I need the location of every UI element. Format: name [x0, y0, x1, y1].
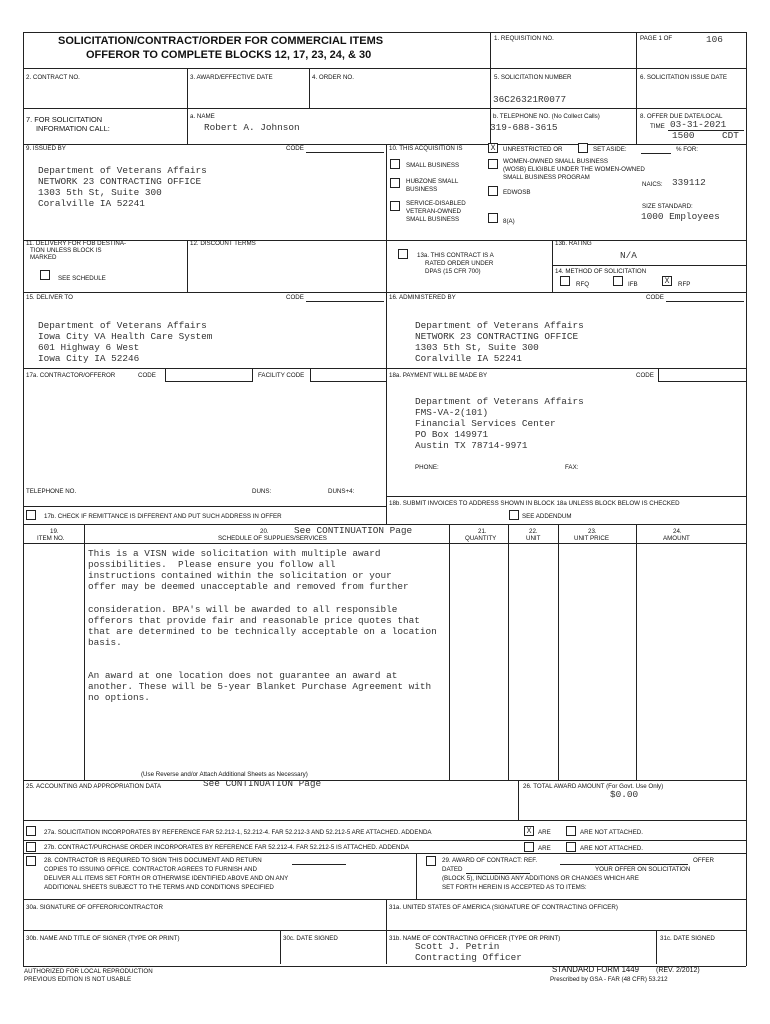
- col24-number: 24.: [673, 528, 682, 535]
- divider: [292, 864, 346, 865]
- 30a-label: 30a. SIGNATURE OF OFFEROR/CONTRACTOR: [26, 904, 163, 911]
- hubzone-checkbox[interactable]: [390, 178, 400, 188]
- facility-code-box[interactable]: [310, 368, 386, 382]
- 27b-are-not-label: ARE NOT ATTACHED.: [580, 845, 643, 852]
- reverse-note: (Use Reverse and/or Attach Additional Sheets as Necessary): [141, 771, 308, 778]
- delivery-label-3: MARKED: [30, 254, 57, 261]
- submit-invoices-label: 18b. SUBMIT INVOICES TO ADDRESS SHOWN IN BLOCK 18a UNLESS BLOCK BELOW IS CHECKED: [389, 500, 680, 507]
- eight-a-label: 8(A): [503, 218, 515, 225]
- sdvosb-label-2: VETERAN-OWNED: [406, 208, 462, 215]
- acquisition-label: 10. THIS ACQUISITION IS: [389, 145, 463, 152]
- duns-label: DUNS:: [252, 488, 272, 495]
- payment-line5: Austin TX 78714-9971: [415, 440, 528, 451]
- divider: [23, 543, 746, 544]
- 27a-are-label: ARE: [538, 829, 551, 836]
- divider: [656, 930, 657, 964]
- sdvosb-label-1: SERVICE-DISABLED: [406, 200, 466, 207]
- issued-by-code-label: CODE: [286, 145, 304, 152]
- telephone-label: b. TELEPHONE NO. (No Collect Calls): [493, 113, 600, 120]
- divider: [187, 108, 188, 144]
- divider: [490, 32, 491, 68]
- payment-code-box[interactable]: [658, 368, 746, 382]
- edwosb-label: EDWOSB: [503, 189, 531, 196]
- divider: [309, 68, 310, 108]
- discount-terms-label: 12. DISCOUNT TERMS: [190, 240, 256, 247]
- set-aside-checkbox[interactable]: [578, 143, 588, 153]
- rfq-label: RFQ: [576, 281, 590, 288]
- administered-by-line3: 1303 5th St, Suite 300: [415, 342, 539, 353]
- schedule-line: This is a VISN wide solicitation with multiple award: [88, 548, 381, 559]
- payment-code-label: CODE: [636, 372, 654, 379]
- percent-for-label: % FOR:: [676, 146, 699, 153]
- accounting-label: 25. ACCOUNTING AND APPROPRIATION DATA: [26, 783, 162, 790]
- deliver-to-line4: Iowa City IA 52246: [38, 353, 140, 364]
- col22-header: UNIT: [526, 535, 541, 542]
- name-label: a. NAME: [190, 113, 215, 120]
- size-standard-value: 1000 Employees: [641, 211, 720, 222]
- divider: [23, 840, 746, 841]
- col24-header: AMOUNT: [663, 535, 690, 542]
- small-business-checkbox[interactable]: [390, 159, 400, 169]
- 28-line4: ADDITIONAL SHEETS SUBJECT TO THE TERMS AND CONDITIONS SPECIFIED: [44, 884, 274, 891]
- requisition-label: 1. REQUISITION NO.: [494, 35, 554, 42]
- 29-line3: (BLOCK 5), INCLUDING ANY ADDITIONS OR CHANGES WHICH ARE: [442, 875, 639, 882]
- col21-number: 21.: [478, 528, 487, 535]
- solicitation-number-value: 36C26321R0077: [493, 94, 567, 105]
- 27a-are-not-label: ARE NOT ATTACHED.: [580, 829, 643, 836]
- page-total: 106: [706, 34, 723, 45]
- naics-value: 339112: [672, 177, 706, 188]
- wosb-label-3: SMALL BUSINESS PROGRAM: [503, 174, 590, 181]
- schedule-line: possibilities. Please ensure you follow all: [88, 559, 336, 570]
- 27a-are-checkbox[interactable]: X: [524, 826, 534, 836]
- ifb-label: IFB: [628, 281, 638, 288]
- divider: [187, 240, 188, 292]
- col23-number: 23.: [588, 528, 597, 535]
- divider: [386, 292, 387, 368]
- divider: [23, 292, 746, 293]
- accounting-value: See CONTINUATION Page: [203, 778, 322, 789]
- footer-previous-edition: PREVIOUS EDITION IS NOT USABLE: [24, 976, 132, 983]
- schedule-line: no options.: [88, 692, 150, 703]
- issued-by-line3: 1303 5th St, Suite 300: [38, 187, 162, 198]
- divider: [84, 524, 85, 780]
- 27b-are-not-checkbox[interactable]: [566, 842, 576, 852]
- divider: [560, 864, 688, 865]
- payment-label: 18a. PAYMENT WILL BE MADE BY: [389, 372, 488, 379]
- info-call-label-2: INFORMATION CALL:: [36, 124, 110, 133]
- 27a-label: 27a. SOLICITATION INCORPORATES BY REFERENCE FAR 52.212-1, 52.212-4. FAR 52.212-3 AND 52.212-5 ARE ATTACHED. ADDENDA: [44, 829, 432, 836]
- rated-order-checkbox[interactable]: [398, 249, 408, 259]
- 27b-are-checkbox[interactable]: [524, 842, 534, 852]
- divider: [23, 780, 746, 781]
- rfq-checkbox[interactable]: [560, 276, 570, 286]
- divider: [23, 108, 746, 109]
- administered-by-label: 16. ADMINISTERED BY: [389, 294, 456, 301]
- administered-by-line2: NETWORK 23 CONTRACTING OFFICE: [415, 331, 579, 342]
- divider: [386, 899, 387, 964]
- 31b-label: 31b. NAME OF CONTRACTING OFFICER (TYPE OR PRINT): [389, 935, 561, 942]
- col20-overlay: See CONTINUATION Page: [294, 525, 413, 536]
- method-label: 14. METHOD OF SOLICITATION: [555, 268, 647, 275]
- hubzone-label-1: HUBZONE SMALL: [406, 178, 459, 185]
- divider: [23, 506, 386, 507]
- offer-due-label: 8. OFFER DUE DATE/LOCAL: [640, 113, 723, 120]
- 29-line1b: OFFER: [693, 857, 714, 864]
- 27b-label: 27b. CONTRACT/PURCHASE ORDER INCORPORATES BY REFERENCE FAR 52.212-4. FAR 52.212-5 IS ATTACHED. ADDENDA: [44, 844, 410, 851]
- rated-order-label-2: RATED ORDER UNDER: [425, 260, 494, 267]
- schedule-line: instructions contained within the solicitation or your: [88, 570, 392, 581]
- divider: [558, 524, 559, 780]
- order-no-label: 4. ORDER NO.: [312, 74, 354, 81]
- deliver-to-line3: 601 Highway 6 West: [38, 342, 140, 353]
- divider: [641, 153, 671, 154]
- payment-line2: FMS-VA-2(101): [415, 407, 489, 418]
- form-title-line2: OFFEROR TO COMPLETE BLOCKS 12, 17, 23, 24, & 30: [86, 49, 372, 61]
- divider: [23, 68, 746, 69]
- rfp-checkbox[interactable]: X: [662, 276, 672, 286]
- col19-number: 19.: [50, 528, 59, 535]
- 31c-label: 31c. DATE SIGNED: [660, 935, 715, 942]
- form-right-border: [746, 32, 747, 966]
- divider: [23, 853, 746, 854]
- info-call-label: 7. FOR SOLICITATION: [26, 115, 103, 124]
- award-date-label: 3. AWARD/EFFECTIVE DATE: [190, 74, 273, 81]
- rating-label: 13b. RATING: [555, 240, 592, 247]
- 31b-name: Scott J. Petrin: [415, 941, 500, 952]
- footer-prescribed: Prescribed by GSA - FAR (48 CFR) 53.212: [550, 976, 668, 983]
- wosb-label-1: WOMEN-OWNED SMALL BUSINESS: [503, 158, 608, 165]
- delivery-label-1: 11. DELIVERY FOR FOB DESTINA-: [26, 240, 127, 247]
- wosb-label-2: (WOSB) ELIGIBLE UNDER THE WOMEN-OWNED: [503, 166, 645, 173]
- see-addendum-label: SEE ADDENDUM: [522, 513, 572, 520]
- sdvosb-label-3: SMALL BUSINESS: [406, 216, 460, 223]
- contract-no-label: 2. CONTRACT NO.: [26, 74, 80, 81]
- footer-standard-form: STANDARD FORM 1449: [552, 965, 639, 974]
- remittance-checkbox[interactable]: [26, 510, 36, 520]
- divider: [306, 152, 384, 153]
- divider: [386, 240, 387, 292]
- divider: [187, 68, 188, 108]
- divider: [636, 68, 637, 144]
- form-top-border: [23, 32, 746, 33]
- deliver-to-label: 15. DELIVER TO: [26, 294, 73, 301]
- wosb-checkbox[interactable]: [488, 159, 498, 169]
- footer-revision: (REV. 2/2012): [656, 967, 700, 974]
- 30c-label: 30c. DATE SIGNED: [283, 935, 338, 942]
- schedule-line: offer may be deemed unacceptable and removed from further: [88, 581, 409, 592]
- 28-checkbox[interactable]: [26, 856, 36, 866]
- payment-phone-label: PHONE:: [415, 464, 439, 471]
- see-schedule-checkbox[interactable]: [40, 270, 50, 280]
- see-addendum-checkbox[interactable]: [509, 510, 519, 520]
- rated-order-label-1: 13a. THIS CONTRACT IS A: [417, 252, 494, 259]
- naics-label: NAICS:: [642, 181, 663, 188]
- edwosb-checkbox[interactable]: [488, 186, 498, 196]
- divider: [552, 240, 553, 292]
- deliver-to-code-label: CODE: [286, 294, 304, 301]
- rating-value: N/A: [620, 250, 637, 261]
- col19-header: ITEM NO.: [37, 535, 65, 542]
- administered-by-code-label: CODE: [646, 294, 664, 301]
- form-title-line1: SOLICITATION/CONTRACT/ORDER FOR COMMERCIAL ITEMS: [58, 35, 384, 47]
- facility-code-label: FACILITY CODE: [258, 372, 305, 379]
- schedule-line: consideration. BPA's will be awarded to all responsible: [88, 604, 398, 615]
- schedule-line: offerors that provide fair and reasonable price quotes that: [88, 615, 420, 626]
- 27b-checkbox[interactable]: [26, 842, 36, 852]
- issued-by-line2: NETWORK 23 CONTRACTING OFFICE: [38, 176, 202, 187]
- contractor-telephone-label: TELEPHONE NO.: [26, 488, 77, 495]
- payment-line4: PO Box 149971: [415, 429, 489, 440]
- divider: [636, 524, 637, 780]
- divider: [386, 144, 387, 240]
- schedule-line: An award at one location does not guarantee an award at: [88, 670, 398, 681]
- issued-by-label: 9. ISSUED BY: [26, 145, 66, 152]
- col22-number: 22.: [529, 528, 538, 535]
- 29-line2: DATED: [442, 866, 463, 873]
- divider: [552, 265, 746, 266]
- 30b-label: 30b. NAME AND TITLE OF SIGNER (TYPE OR PRINT): [26, 935, 180, 942]
- divider: [416, 853, 417, 899]
- 28-line1: 28. CONTRACTOR IS REQUIRED TO SIGN THIS DOCUMENT AND RETURN: [44, 857, 262, 864]
- divider: [466, 873, 530, 874]
- col23-header: UNIT PRICE: [574, 535, 609, 542]
- schedule-line: that are determined to be technically acceptable on a location: [88, 626, 437, 637]
- schedule-line: basis.: [88, 637, 122, 648]
- 27b-are-label: ARE: [538, 845, 551, 852]
- page-label: PAGE 1 OF: [640, 35, 673, 42]
- payment-fax-label: FAX:: [565, 464, 579, 471]
- divider: [386, 496, 746, 497]
- form-left-border: [23, 32, 24, 966]
- delivery-label-2: TION UNLESS BLOCK IS: [30, 247, 102, 254]
- col20-number: 20.: [260, 528, 269, 535]
- ifb-checkbox[interactable]: [613, 276, 623, 286]
- 31b-title: Contracting Officer: [415, 952, 522, 963]
- size-standard-label: SIZE STANDARD:: [642, 203, 693, 210]
- divider: [666, 301, 744, 302]
- unrestricted-label: UNRESTRICTED OR: [503, 146, 563, 153]
- deliver-to-line2: Iowa City VA Health Care System: [38, 331, 213, 342]
- offer-due-zone: CDT: [722, 130, 739, 141]
- set-aside-label: SET ASIDE:: [593, 146, 627, 153]
- divider: [636, 32, 637, 68]
- eight-a-checkbox[interactable]: [488, 213, 498, 223]
- small-business-label: SMALL BUSINESS: [406, 162, 460, 169]
- issued-by-line4: Coralville IA 52241: [38, 198, 145, 209]
- divider: [23, 240, 746, 241]
- 29-line1: 29. AWARD OF CONTRACT: REF.: [442, 857, 538, 864]
- 29-line2b: YOUR OFFER ON SOLICITATION: [595, 866, 691, 873]
- col21-header: QUANTITY: [465, 535, 497, 542]
- 28-line3: DELIVER ALL ITEMS SET FORTH OR OTHERWISE IDENTIFIED ABOVE AND ON ANY: [44, 875, 289, 882]
- contractor-code-box[interactable]: [165, 368, 253, 382]
- contractor-code-label: CODE: [138, 372, 156, 379]
- divider: [306, 301, 384, 302]
- 29-checkbox[interactable]: [426, 856, 436, 866]
- divider: [23, 820, 746, 821]
- administered-by-line1: Department of Veterans Affairs: [415, 320, 584, 331]
- offer-due-date: 03-31-2021: [670, 119, 727, 130]
- divider: [449, 524, 450, 780]
- telephone-value: 319-688-3615: [490, 122, 558, 133]
- hubzone-label-2: BUSINESS: [406, 186, 438, 193]
- 31a-label: 31a. UNITED STATES OF AMERICA (SIGNATURE OF CONTRACTING OFFICER): [389, 904, 618, 911]
- issued-by-line1: Department of Veterans Affairs: [38, 165, 207, 176]
- 28-line2: COPIES TO ISSUING OFFICE. CONTRACTOR AGREES TO FURNISH AND: [44, 866, 257, 873]
- offer-due-time-label: TIME: [650, 123, 665, 130]
- rfp-label: RFP: [678, 281, 691, 288]
- administered-by-line4: Coralville IA 52241: [415, 353, 522, 364]
- 27a-are-not-checkbox[interactable]: [566, 826, 576, 836]
- total-award-label: 26. TOTAL AWARD AMOUNT (For Govt. Use Only): [523, 783, 664, 790]
- divider: [518, 780, 519, 820]
- footer-authorized: AUTHORIZED FOR LOCAL REPRODUCTION: [24, 968, 153, 975]
- divider: [508, 524, 509, 780]
- col20-header: SCHEDULE OF SUPPLIES/SERVICES: [218, 535, 327, 542]
- payment-line1: Department of Veterans Affairs: [415, 396, 584, 407]
- duns4-label: DUNS+4:: [328, 488, 355, 495]
- solicitation-number-label: 5. SOLICITATION NUMBER: [494, 74, 572, 81]
- sdvosb-checkbox[interactable]: [390, 201, 400, 211]
- divider: [23, 899, 746, 900]
- deliver-to-line1: Department of Veterans Affairs: [38, 320, 207, 331]
- schedule-line: another. These will be 5-year Blanket Purchase Agreement with: [88, 681, 432, 692]
- see-schedule-label: SEE SCHEDULE: [58, 275, 106, 282]
- offer-due-time: 1500: [672, 130, 695, 141]
- remittance-label: 17b. CHECK IF REMITTANCE IS DIFFERENT AND PUT SUCH ADDRESS IN OFFER: [44, 513, 282, 520]
- 29-line4: SET FORTH HEREIN IS ACCEPTED AS TO ITEMS:: [442, 884, 587, 891]
- divider: [23, 930, 746, 931]
- name-value: Robert A. Johnson: [204, 122, 300, 133]
- rated-order-label-3: DPAS (15 CFR 700): [425, 268, 481, 275]
- divider: [23, 144, 746, 145]
- unrestricted-checkbox[interactable]: X: [488, 143, 498, 153]
- 27a-checkbox[interactable]: [26, 826, 36, 836]
- contractor-label: 17a. CONTRACTOR/OFFEROR: [26, 372, 116, 379]
- solicitation-issue-date-label: 6. SOLICITATION ISSUE DATE: [640, 74, 727, 81]
- total-award-value: $0.00: [610, 789, 639, 800]
- payment-line3: Financial Services Center: [415, 418, 556, 429]
- divider: [280, 930, 281, 964]
- divider: [386, 368, 387, 524]
